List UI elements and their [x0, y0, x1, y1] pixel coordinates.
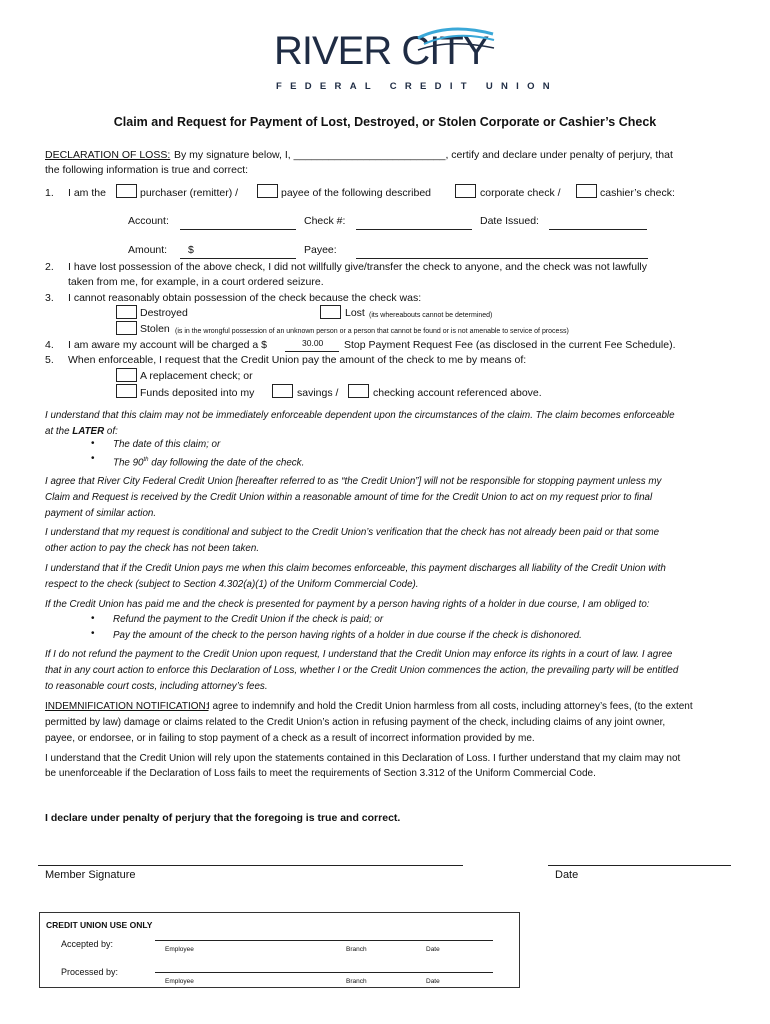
enforceable-bullet-2: The 90th day following the date of the check.: [113, 457, 305, 469]
item-5-number: 5.: [45, 354, 54, 366]
accepted-by-field[interactable]: [155, 940, 493, 941]
indemnification-line-2: permitted by law) damage or claims related to the Credit Union’s action in refusing payment of the check, including claims of any joint owner,: [45, 717, 666, 728]
item-2-number: 2.: [45, 261, 54, 273]
accepted-employee-label: Employee: [165, 946, 194, 953]
conditional-paragraph: [45, 525, 725, 557]
accepted-date-label: Date: [426, 946, 440, 953]
item-1-number: 1.: [45, 187, 54, 199]
agree-line-3: payment of similar action.: [45, 508, 157, 519]
page-title: Claim and Request for Payment of Lost, Destroyed, or Stolen Corporate or Cashier’s Check: [113, 115, 657, 129]
account-field[interactable]: [180, 229, 296, 230]
purchaser-checkbox[interactable]: [116, 184, 137, 198]
item-4-number: 4.: [45, 339, 54, 351]
date-issued-label: Date Issued:: [480, 215, 539, 227]
cashiers-check-checkbox[interactable]: [576, 184, 597, 198]
funds-deposited-checkbox[interactable]: [116, 384, 137, 398]
account-label: Account:: [128, 215, 169, 227]
declare-statement: I declare under penalty of perjury that the foregoing is true and correct.: [45, 812, 401, 824]
replacement-check-checkbox[interactable]: [116, 368, 137, 382]
indemnification-line-3: payee, or endorsee, or in failing to stop payment of a check as a result of incorrect information provided by me.: [45, 733, 535, 744]
lost-label: Lost: [345, 307, 365, 319]
item-2-line-2: taken from me, for example, in a court ordered seizure.: [68, 276, 324, 288]
declaration-text-2: the following information is true and correct:: [45, 164, 249, 176]
obliged-bullet-1: Refund the payment to the Credit Union if the check is paid; or: [113, 614, 384, 625]
court-line-2: that in any court action to enforce this Declaration of Loss, whether I or the Credit Union commences the action, the prevailing party will be entitled: [45, 665, 679, 676]
discharge-line-2: respect to the check (subject to Section 4.302(a)(1) of the Uniform Commercial Code).: [45, 579, 419, 590]
discharge-line-1: I understand that if the Credit Union pays me when this claim becomes enforceable, this payment discharges all liability of the Credit Union with: [45, 563, 666, 574]
bullet: •: [91, 628, 95, 639]
item-3-text: I cannot reasonably obtain possession of the check because the check was:: [68, 292, 422, 304]
amount-field[interactable]: [180, 258, 296, 259]
corporate-check-checkbox[interactable]: [455, 184, 476, 198]
court-line-3: to reasonable court costs, including attorney’s fees.: [45, 681, 268, 692]
accepted-by-label: Accepted by:: [61, 939, 114, 949]
stolen-note: (is in the wrongful possession of an unknown person or a person that cannot be found or is not amenable to service of process): [175, 328, 569, 335]
rely-line-2: be unenforceable if the Declaration of Loss fails to meet the requirements of Section 3.312 of the Uniform Commercial Code.: [45, 768, 596, 779]
lost-note: (its whereabouts cannot be determined): [369, 312, 493, 319]
signature-date-label: Date: [555, 869, 579, 881]
member-signature-field[interactable]: [38, 865, 463, 866]
processed-by-label: Processed by:: [61, 967, 119, 977]
member-signature-label: Member Signature: [45, 869, 136, 881]
date-issued-field[interactable]: [549, 229, 647, 230]
item-4-text-a: I am aware my account will be charged a $: [68, 339, 268, 351]
stolen-label: Stolen: [140, 323, 170, 335]
replacement-check-label: A replacement check; or: [140, 370, 253, 382]
bullet: •: [91, 453, 95, 464]
declaration-heading: DECLARATION OF LOSS:: [45, 149, 171, 161]
savings-checkbox[interactable]: [272, 384, 293, 398]
office-heading: CREDIT UNION USE ONLY: [46, 920, 153, 930]
item-5-text: When enforceable, I request that the Credit Union pay the amount of the check to me by means of:: [68, 354, 527, 366]
agree-line-1: I agree that River City Federal Credit Union [hereafter referred to as “the Credit Union”] will not be responsible for stopping payment unless my: [45, 476, 662, 487]
item-1-i-am-the: I am the: [68, 187, 106, 199]
river-city-logo-graphic: [268, 20, 508, 80]
enforceable-line-2: at the LATER of:: [45, 426, 118, 437]
processed-employee-label: Employee: [165, 978, 194, 985]
agree-line-2: Claim and Request is received by the Credit Union within a reasonable amount of time for the Credit Union to act on my request prior to final: [45, 492, 653, 503]
conditional-line-2: other action to pay the check has not been taken.: [45, 543, 260, 554]
accepted-branch-label: Branch: [346, 946, 367, 953]
bullet: •: [91, 438, 95, 449]
processed-by-field[interactable]: [155, 972, 493, 973]
indemnification-line-1: I agree to indemnify and hold the Credit Union harmless from all costs, including attorney’s fees, (to the extent: [207, 701, 693, 712]
declaration-text-1: By my signature below, I, __________________________, certify and declare under penalty of perjury, that: [174, 149, 673, 161]
stolen-checkbox[interactable]: [116, 321, 137, 335]
funds-deposited-label: Funds deposited into my: [140, 387, 255, 399]
enforceable-line-1: I understand that this claim may not be immediately enforceable dependent upon the circumstances of the claim. The claim becomes enforceable: [45, 410, 675, 421]
checking-label: checking account referenced above.: [373, 387, 542, 399]
checking-checkbox[interactable]: [348, 384, 369, 398]
payee-checkbox[interactable]: [257, 184, 278, 198]
savings-label: savings /: [297, 387, 339, 399]
item-3-number: 3.: [45, 292, 54, 304]
obliged-line-1: If the Credit Union has paid me and the check is presented for payment by a person having rights of a holder in due course, I am obliged to:: [45, 599, 650, 610]
check-number-field[interactable]: [356, 229, 472, 230]
credit-union-use-box: [39, 912, 520, 988]
processed-branch-label: Branch: [346, 978, 367, 985]
enforceable-paragraph: [45, 408, 725, 440]
cashiers-check-label: cashier’s check:: [600, 187, 675, 199]
amount-dollar-sign: $: [188, 244, 194, 256]
logo-subtitle: FEDERAL CREDIT UNION: [276, 81, 558, 92]
conditional-line-1: I understand that my request is conditional and subject to the Credit Union’s verification that the check has not already been paid or that some: [45, 527, 660, 538]
fee-amount: 30.00: [302, 338, 324, 348]
indemnification-heading: INDEMNIFICATION NOTIFICATION:: [45, 701, 209, 712]
payee-name-label: Payee:: [304, 244, 337, 256]
court-paragraph: [45, 647, 725, 695]
enforceable-bullet-1: The date of this claim; or: [113, 439, 221, 450]
fee-field[interactable]: [285, 351, 339, 352]
signature-date-field[interactable]: [548, 865, 731, 866]
amount-label: Amount:: [128, 244, 168, 256]
obliged-bullet-2: Pay the amount of the check to the person having rights of a holder in due course if the check is dishonored.: [113, 630, 582, 641]
payee-label: payee of the following described: [281, 187, 432, 199]
destroyed-checkbox[interactable]: [116, 305, 137, 319]
item-2-line-1: I have lost possession of the above check, I did not willfully give/transfer the check to anyone, and the check was not lawfully: [68, 261, 647, 273]
corporate-check-label: corporate check /: [480, 187, 561, 199]
destroyed-label: Destroyed: [140, 307, 188, 319]
discharge-paragraph: [45, 561, 725, 593]
purchaser-label: purchaser (remitter) /: [140, 187, 239, 199]
court-line-1: If I do not refund the payment to the Credit Union upon request, I understand that the Credit Union may enforce its rights in a court of law. I agree: [45, 649, 673, 660]
bullet: •: [91, 613, 95, 624]
check-number-label: Check #:: [304, 215, 346, 227]
agree-paragraph: [45, 474, 725, 522]
processed-date-label: Date: [426, 978, 440, 985]
lost-checkbox[interactable]: [320, 305, 341, 319]
item-4-text-b: Stop Payment Request Fee (as disclosed in the current Fee Schedule).: [344, 339, 676, 351]
payee-name-field[interactable]: [356, 258, 648, 259]
rely-line-1: I understand that the Credit Union will rely upon the statements contained in this Declaration of Loss. I further understand that my claim may not: [45, 753, 681, 764]
logo-wordmark: RIVER CITY: [274, 29, 489, 73]
logo: [268, 20, 558, 95]
